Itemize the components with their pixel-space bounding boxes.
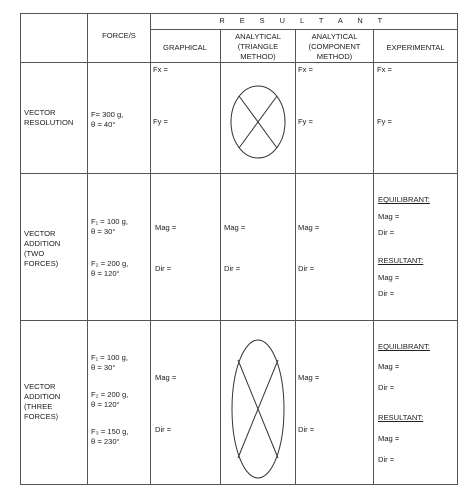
header-analytical-triangle-3: METHOD) bbox=[240, 52, 276, 61]
header-forces: FORCE/S bbox=[102, 31, 136, 40]
row-label-resolution-1: VECTOR bbox=[24, 108, 56, 117]
row-label-resolution-2: RESOLUTION bbox=[24, 118, 74, 127]
grid-line bbox=[150, 29, 458, 30]
dir-field: Dir = bbox=[155, 425, 172, 434]
dir-field: Dir = bbox=[378, 383, 395, 392]
dir-field: Dir = bbox=[298, 264, 315, 273]
force-angle: θ = 120° bbox=[91, 269, 120, 278]
force-angle: θ = 120° bbox=[91, 400, 120, 409]
mag-field: Mag = bbox=[378, 362, 400, 371]
fy-field: Fy = bbox=[377, 117, 392, 126]
mag-field: Mag = bbox=[378, 434, 400, 443]
grid-line bbox=[20, 320, 458, 321]
header-analytical-triangle-2: (TRIANGLE bbox=[237, 42, 279, 51]
grid-line bbox=[220, 29, 221, 485]
row-label-two-forces-1: VECTOR bbox=[24, 229, 56, 238]
row-label-two-forces-4: FORCES) bbox=[24, 259, 59, 268]
fx-field: Fx = bbox=[153, 65, 168, 74]
fy-field: Fy = bbox=[298, 117, 313, 126]
resultant-label: RESULTANT: bbox=[378, 413, 424, 422]
header-analytical-component-1: ANALYTICAL bbox=[311, 32, 358, 41]
row-label-three-forces-1: VECTOR bbox=[24, 382, 56, 391]
mag-field: Mag = bbox=[298, 373, 320, 382]
mag-field: Mag = bbox=[298, 223, 320, 232]
grid-line bbox=[150, 13, 151, 485]
dir-field: Dir = bbox=[378, 228, 395, 237]
grid-line bbox=[20, 173, 458, 174]
grid-line bbox=[20, 484, 458, 485]
crossed-oval-icon bbox=[229, 84, 287, 160]
grid-line bbox=[373, 29, 374, 485]
dir-field: Dir = bbox=[224, 264, 241, 273]
force-value: F₁ = 100 g, bbox=[91, 353, 128, 362]
grid-line bbox=[295, 29, 296, 485]
grid-line bbox=[87, 13, 88, 485]
force-value: F₂ = 200 g, bbox=[91, 390, 129, 399]
mag-field: Mag = bbox=[378, 212, 400, 221]
mag-field: Mag = bbox=[224, 223, 246, 232]
force-angle: θ = 40° bbox=[91, 120, 116, 129]
header-graphical: GRAPHICAL bbox=[163, 43, 207, 52]
header-experimental: EXPERIMENTAL bbox=[386, 43, 445, 52]
dir-field: Dir = bbox=[155, 264, 172, 273]
dir-field: Dir = bbox=[378, 455, 395, 464]
header-resultant: R E S U L T A N T bbox=[219, 16, 389, 25]
grid-line bbox=[20, 13, 458, 14]
force-value: F₃ = 150 g, bbox=[91, 427, 129, 436]
crossed-oval-icon bbox=[230, 338, 286, 480]
row-label-three-forces-2: ADDITION bbox=[24, 392, 61, 401]
mag-field: Mag = bbox=[155, 223, 177, 232]
grid-line bbox=[20, 62, 458, 63]
force-angle: θ = 230° bbox=[91, 437, 120, 446]
grid-line bbox=[457, 13, 458, 485]
row-label-three-forces-3: (THREE bbox=[24, 402, 53, 411]
fx-field: Fx = bbox=[377, 65, 392, 74]
fx-field: Fx = bbox=[298, 65, 313, 74]
force-angle: θ = 30° bbox=[91, 227, 116, 236]
dir-field: Dir = bbox=[298, 425, 315, 434]
row-label-two-forces-3: (TWO bbox=[24, 249, 45, 258]
fy-field: Fy = bbox=[153, 117, 168, 126]
grid-line bbox=[20, 13, 21, 485]
force-angle: θ = 30° bbox=[91, 363, 116, 372]
row-label-two-forces-2: ADDITION bbox=[24, 239, 61, 248]
header-analytical-component-3: METHOD) bbox=[316, 52, 353, 61]
force-value: F₁ = 100 g, bbox=[91, 217, 128, 226]
row-label-three-forces-4: FORCES) bbox=[24, 412, 59, 421]
header-analytical-component-2: (COMPONENT bbox=[308, 42, 361, 51]
force-value: F₂ = 200 g, bbox=[91, 259, 129, 268]
force-value: F= 300 g, bbox=[91, 110, 124, 119]
equilibrant-label: EQUILIBRANT: bbox=[378, 195, 430, 204]
equilibrant-label: EQUILIBRANT: bbox=[378, 342, 430, 351]
dir-field: Dir = bbox=[378, 289, 395, 298]
mag-field: Mag = bbox=[378, 273, 400, 282]
mag-field: Mag = bbox=[155, 373, 177, 382]
resultant-label: RESULTANT: bbox=[378, 256, 424, 265]
header-analytical-triangle-1: ANALYTICAL bbox=[235, 32, 281, 41]
